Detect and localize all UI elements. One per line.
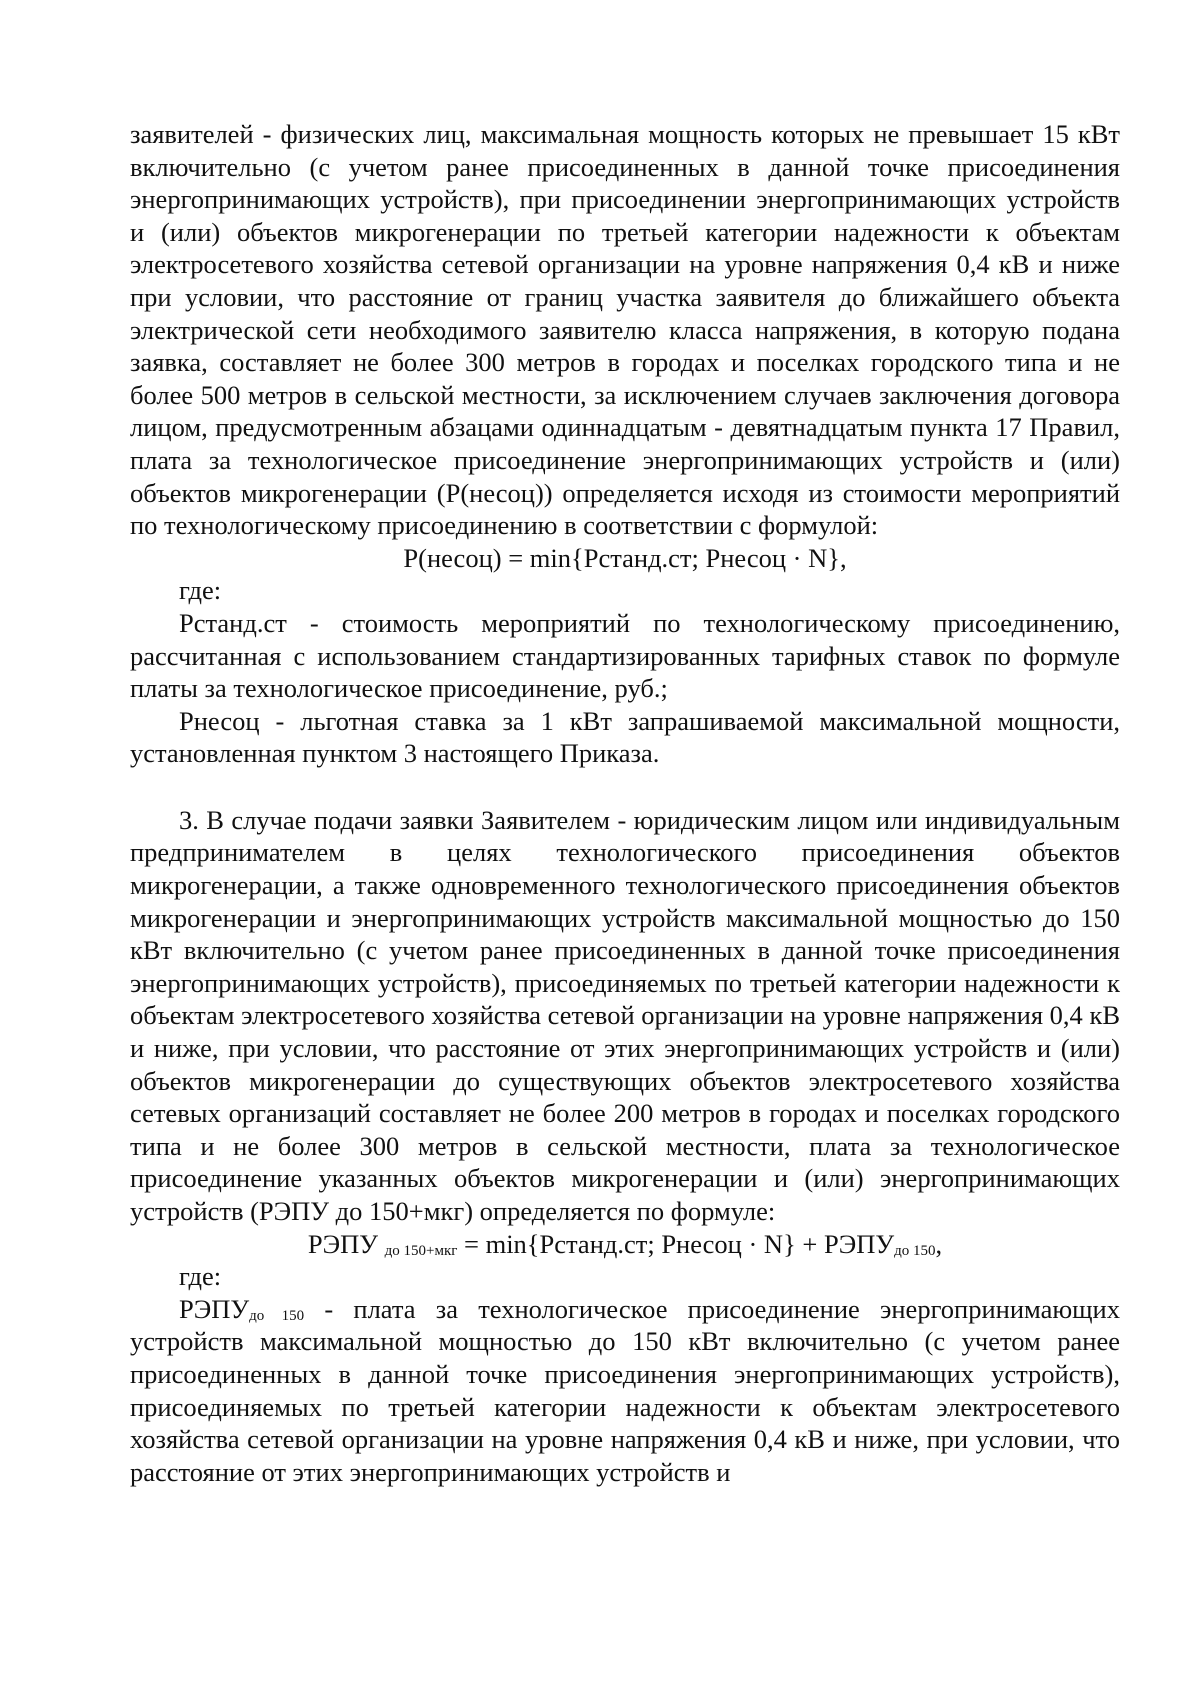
intro-paragraph: заявителей - физических лиц, максимальная мощность которых не превышает 15 кВт включительно (с учетом ранее присоединенных в данной точке присоединения энергопринимающих устройств), при присоединении энергопринимающих устройств и (или) объектов микрогенерации по третьей категории надежности к объектам электросетевого хозяйства сетевой организации на уровне напряжения 0,4 кВ и ниже при условии, что расстояние от границ участка заявителя до ближайшего объекта электрической сети необходимого заявителю класса напряжения, в которую подана заявка, составляет не более 300 метров в городах и поселках городского типа и не более 500 метров в сельской местности, за исключением случаев заключения договора лицом, предусмотренным абзацами одиннадцатым - девятнадцатым пункта 17 Правил, плата за технологическое присоединение энергопринимающих устройств и (или) объектов микрогенерации (Р(несоц)) определяется исходя из стоимости мероприятий по технологическому присоединению в соответствии с формулой: xyxy=(130,119,1120,541)
formula-repu-lhs: РЭПУ xyxy=(307,1228,378,1259)
formula-repu-lhs-subscript: до 150+мкг xyxy=(384,1242,458,1259)
definition-repu-term: РЭПУ xyxy=(179,1293,250,1324)
where-label: где: xyxy=(179,575,222,606)
paragraph-3: 3. В случае подачи заявки Заявителем - юридическим лицом или индивидуальным предпринимателем в целях технологического присоединения объектов микрогенерации, а также одновременного технологического присоединения объектов микрогенерации и энергопринимающих устройств максимальной мощностью до 150 кВт включительно (с учетом ранее присоединенных в данной точке присоединения энергопринимающих устройств), присоединяемых по третьей категории надежности к объектам электросетевого хозяйства сетевой организации на уровне напряжения 0,4 кВ и ниже, при условии, что расстояние от этих энергопринимающих устройств и (или) объектов микрогенерации до существующих объектов электросетевого хозяйства сетевых организаций составляет не более 200 метров в городах и поселках городского типа и не более 300 метров в сельской местности, плата за технологическое присоединение указанных объектов микрогенерации и (или) энергопринимающих устройств (РЭПУ до 150+мкг) определяется по формуле: xyxy=(130,804,1120,1226)
definition-repu-term-subscript: до 150 xyxy=(249,1307,305,1324)
formula-repu-rhs-subscript: до 150 xyxy=(894,1242,936,1259)
document-page xyxy=(130,118,1120,1488)
formula-repu-tail: , xyxy=(935,1228,943,1259)
definition-rstand: Рстанд.ст - стоимость мероприятий по технологическому присоединению, рассчитанная с использованием стандартизированных тарифных ставок по формуле платы за технологическое присоединение, руб.; xyxy=(130,607,1120,704)
definition-repu xyxy=(130,1293,1120,1489)
formula-repu xyxy=(130,1228,1120,1261)
where-label-2: где: xyxy=(179,1261,222,1292)
definition-repu-text: - плата за технологическое присоединение энергопринимающих устройств максимальной мощностью до 150 кВт включительно (с учетом ранее присоединенных в данной точке присоединения энергопринимающих устройств), присоединяемых по третьей категории надежности к объектам электросетевого хозяйства сетевой организации на уровне напряжения 0,4 кВ и ниже, при условии, что расстояние от этих энергопринимающих устройств и xyxy=(130,1293,1120,1487)
formula-p-nesots: Р(несоц) = min{Рстанд.ст; Рнесоц · N}, xyxy=(403,542,847,573)
paragraph-gap xyxy=(130,770,1120,804)
formula-repu-middle: = min{Рстанд.ст; Рнесоц · N} + РЭПУ xyxy=(457,1228,895,1259)
definition-rnesots: Рнесоц - льготная ставка за 1 кВт запрашиваемой максимальной мощности, установленная пунктом 3 настоящего Приказа. xyxy=(130,705,1120,769)
